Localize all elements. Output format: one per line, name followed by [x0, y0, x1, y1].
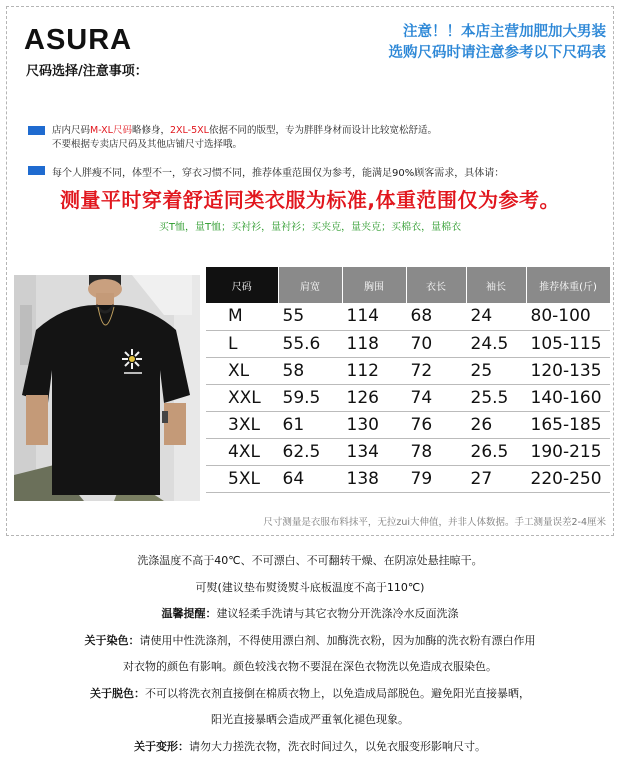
size-notice — [346, 22, 606, 64]
cell-sleeve: 26.5 — [466, 438, 526, 465]
note1-red-2: 2XL-5XL — [169, 125, 209, 136]
cell-weight: 190-215 — [526, 438, 610, 465]
cell-chest: 118 — [342, 330, 406, 357]
table-row — [206, 465, 610, 492]
cell-shoulder: 62.5 — [278, 438, 342, 465]
header-shoulder: 肩宽 — [278, 267, 342, 303]
cell-size: L — [206, 330, 278, 357]
cell-size: M — [206, 303, 278, 330]
care-line — [0, 707, 620, 734]
size-note-1 — [28, 124, 608, 152]
measure-warning: 测量平时穿着舒适同类衣服为标准,体重范围仅为参考。 — [59, 188, 561, 212]
care-text: 建议轻柔手洗请与其它衣物分开洗涤冷水反面洗涤 — [216, 607, 459, 620]
cell-length: 74 — [406, 384, 466, 411]
cell-size: XL — [206, 357, 278, 384]
cell-chest: 112 — [342, 357, 406, 384]
cell-weight: 105-115 — [526, 330, 610, 357]
header-length: 衣长 — [406, 267, 466, 303]
cell-chest: 126 — [342, 384, 406, 411]
cell-shoulder: 59.5 — [278, 384, 342, 411]
cell-sleeve: 27 — [466, 465, 526, 492]
size-note-2 — [28, 164, 608, 179]
care-instructions — [0, 548, 620, 760]
size-note-1-line2: 不要根据专卖店尺码及其他店铺尺寸选择哦。 — [52, 139, 243, 150]
cell-length: 68 — [406, 303, 466, 330]
care-line — [0, 628, 620, 655]
model-photo — [14, 275, 200, 501]
brand-logo: ASURA — [24, 24, 133, 56]
care-line — [0, 654, 620, 681]
cell-weight: 140-160 — [526, 384, 610, 411]
care-text: 对衣物的颜色有影响。颜色较浅衣物不要混在深色衣物洗以免造成衣服染色。 — [123, 660, 497, 673]
table-row — [206, 384, 610, 411]
cell-size: 4XL — [206, 438, 278, 465]
table-row — [206, 357, 610, 384]
care-line — [0, 601, 620, 628]
care-text: 洗涤温度不高于40℃、不可漂白、不可翻转干燥、在阴凉处悬挂晾干。 — [137, 554, 483, 567]
care-line — [0, 681, 620, 708]
cell-shoulder: 61 — [278, 411, 342, 438]
cell-chest: 130 — [342, 411, 406, 438]
table-row — [206, 330, 610, 357]
cell-weight: 120-135 — [526, 357, 610, 384]
care-text: 可熨(建议垫布熨烫熨斗底板温度不高于110℃) — [195, 580, 425, 594]
cell-weight: 80-100 — [526, 303, 610, 330]
cell-length: 70 — [406, 330, 466, 357]
cell-sleeve: 24 — [466, 303, 526, 330]
cell-sleeve: 26 — [466, 411, 526, 438]
table-header-row — [206, 267, 610, 303]
care-line — [0, 548, 620, 575]
cell-weight: 220-250 — [526, 465, 610, 492]
header-size: 尺码 — [206, 267, 278, 303]
cell-chest: 138 — [342, 465, 406, 492]
model-tshirt-illustration — [14, 275, 200, 501]
size-note-2-text: 每个人胖瘦不同，体型不一，穿衣习惯不同，推荐体重范围仅为参考，能满足90%顾客需求，具体请： — [52, 168, 505, 179]
cell-shoulder: 64 — [278, 465, 342, 492]
notice-line-1: 注意！！本店主营加肥加大男装 — [403, 24, 606, 40]
table-row — [206, 303, 610, 330]
notice-line-2: 选购尺码时请注意参考以下尺码表 — [388, 45, 606, 61]
cell-sleeve: 25 — [466, 357, 526, 384]
care-label: 关于脱色： — [90, 686, 145, 700]
care-label: 关于变形： — [134, 739, 189, 753]
header-sleeve: 袖长 — [466, 267, 526, 303]
cell-shoulder: 55 — [278, 303, 342, 330]
cell-length: 79 — [406, 465, 466, 492]
cell-size: 5XL — [206, 465, 278, 492]
cell-chest: 114 — [342, 303, 406, 330]
cell-length: 76 — [406, 411, 466, 438]
header-chest: 胸围 — [342, 267, 406, 303]
measurement-note: 尺寸测量是衣服布料抹平，无拉zui大伸值，并非人体数据。手工测量误差2-4厘米 — [263, 517, 606, 528]
cell-chest: 134 — [342, 438, 406, 465]
size-chart-table — [206, 267, 611, 493]
header-weight: 推荐体重(斤) — [526, 267, 610, 303]
cell-shoulder: 55.6 — [278, 330, 342, 357]
bullet-square-icon — [28, 126, 45, 135]
note1-red-1: M-XL尺码 — [90, 125, 132, 136]
cell-size: XXL — [206, 384, 278, 411]
care-text: 阳光直接暴晒会造成严重氧化褪色现象。 — [211, 713, 409, 726]
note1-prefix: 店内尺码 — [52, 125, 91, 136]
care-text: 请勿大力搓洗衣物，洗衣时间过久，以免衣服变形影响尺寸。 — [189, 739, 486, 753]
cell-size: 3XL — [206, 411, 278, 438]
brand-subtitle: 尺码选择/注意事项： — [26, 64, 148, 79]
care-line — [0, 575, 620, 602]
measure-hint: 买T恤，量T恤；买衬衫，量衬衫；买夹克，量夹克；买棉衣，量棉衣 — [158, 222, 462, 233]
table-row — [206, 411, 610, 438]
care-text: 请使用中性洗涤剂，不得使用漂白剂、加酶洗衣粉，因为加酶的洗衣粉有漂白作用 — [139, 633, 536, 647]
cell-weight: 165-185 — [526, 411, 610, 438]
bullet-square-icon — [28, 166, 45, 175]
care-text: 不可以将洗衣剂直接倒在棉质衣物上，以免造成局部脱色。避免阳光直接暴晒， — [145, 686, 530, 700]
note1-suffix: 依据不同的版型，专为胖胖身材而设计比较宽松舒适。 — [208, 125, 437, 136]
cell-length: 72 — [406, 357, 466, 384]
cell-length: 78 — [406, 438, 466, 465]
cell-sleeve: 24.5 — [466, 330, 526, 357]
cell-shoulder: 58 — [278, 357, 342, 384]
table-row — [206, 438, 610, 465]
note1-mid: 略修身， — [131, 125, 170, 136]
cell-sleeve: 25.5 — [466, 384, 526, 411]
care-label: 关于染色： — [84, 633, 140, 647]
care-label: 温馨提醒： — [161, 607, 217, 620]
care-line — [0, 734, 620, 761]
size-note-1-text — [52, 124, 437, 138]
